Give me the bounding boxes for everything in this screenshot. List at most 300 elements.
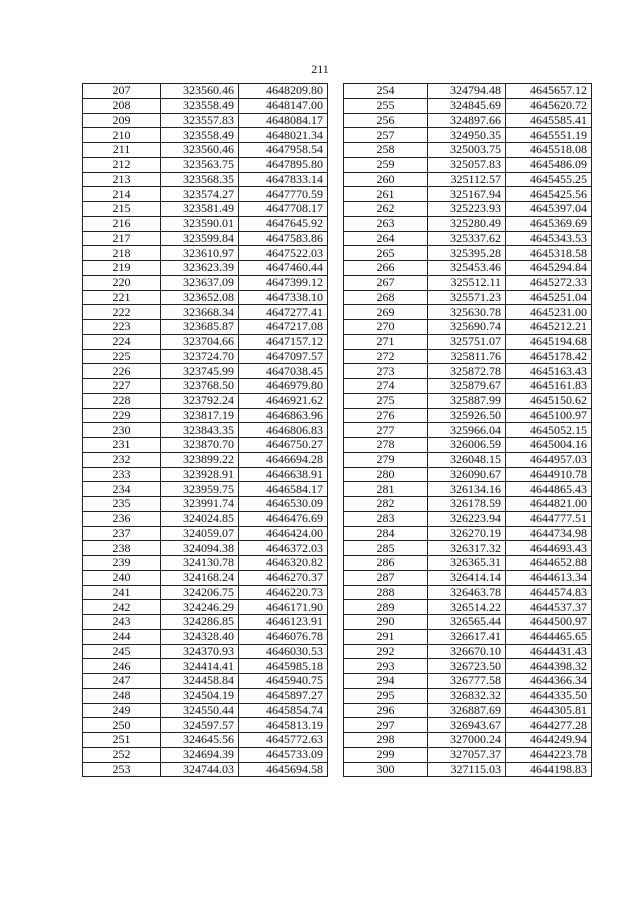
- table-row: [344, 349, 592, 364]
- point-number-cell: 286: [344, 556, 428, 571]
- table-row: [83, 408, 328, 423]
- point-number-cell: 298: [344, 733, 428, 748]
- y-coordinate-cell: 4645397.04: [506, 202, 592, 217]
- x-coordinate-cell: 325223.93: [428, 202, 506, 217]
- x-coordinate-cell: 323685.87: [161, 320, 239, 335]
- point-number-cell: 228: [83, 393, 161, 408]
- y-coordinate-cell: 4647399.12: [239, 275, 328, 290]
- table-row: [344, 541, 592, 556]
- table-row: [83, 438, 328, 453]
- x-coordinate-cell: 326723.50: [428, 659, 506, 674]
- coordinates-table-body: [344, 84, 592, 777]
- table-row: [83, 172, 328, 187]
- x-coordinate-cell: 325167.94: [428, 187, 506, 202]
- table-row: [83, 246, 328, 261]
- table-row: [83, 231, 328, 246]
- x-coordinate-cell: 325280.49: [428, 216, 506, 231]
- x-coordinate-cell: 326565.44: [428, 615, 506, 630]
- point-number-cell: 275: [344, 393, 428, 408]
- point-number-cell: 263: [344, 216, 428, 231]
- y-coordinate-cell: 4645318.58: [506, 246, 592, 261]
- y-coordinate-cell: 4646424.00: [239, 526, 328, 541]
- x-coordinate-cell: 325887.99: [428, 393, 506, 408]
- table-row: [83, 113, 328, 128]
- y-coordinate-cell: 4647460.44: [239, 261, 328, 276]
- y-coordinate-cell: 4646863.96: [239, 408, 328, 423]
- table-row: [344, 290, 592, 305]
- y-coordinate-cell: 4645940.75: [239, 674, 328, 689]
- table-row: [344, 187, 592, 202]
- point-number-cell: 271: [344, 334, 428, 349]
- x-coordinate-cell: 325751.07: [428, 334, 506, 349]
- y-coordinate-cell: 4645486.09: [506, 157, 592, 172]
- table-row: [344, 703, 592, 718]
- x-coordinate-cell: 326414.14: [428, 570, 506, 585]
- x-coordinate-cell: 323581.49: [161, 202, 239, 217]
- x-coordinate-cell: 325571.23: [428, 290, 506, 305]
- y-coordinate-cell: 4644223.78: [506, 747, 592, 762]
- point-number-cell: 290: [344, 615, 428, 630]
- table-row: [83, 143, 328, 158]
- point-number-cell: 244: [83, 629, 161, 644]
- x-coordinate-cell: 325453.46: [428, 261, 506, 276]
- table-row: [83, 733, 328, 748]
- point-number-cell: 260: [344, 172, 428, 187]
- table-row: [83, 718, 328, 733]
- point-number-cell: 265: [344, 246, 428, 261]
- x-coordinate-cell: 326670.10: [428, 644, 506, 659]
- y-coordinate-cell: 4648209.80: [239, 84, 328, 99]
- table-row: [344, 526, 592, 541]
- table-row: [344, 452, 592, 467]
- x-coordinate-cell: 326317.32: [428, 541, 506, 556]
- y-coordinate-cell: 4647277.41: [239, 305, 328, 320]
- table-row: [344, 615, 592, 630]
- table-row: [344, 423, 592, 438]
- y-coordinate-cell: 4645854.74: [239, 703, 328, 718]
- table-row: [83, 674, 328, 689]
- coordinates-table-left: [82, 83, 328, 777]
- y-coordinate-cell: 4645100.97: [506, 408, 592, 423]
- table-row: [83, 128, 328, 143]
- x-coordinate-cell: 324206.75: [161, 585, 239, 600]
- point-number-cell: 262: [344, 202, 428, 217]
- x-coordinate-cell: 324414.41: [161, 659, 239, 674]
- x-coordinate-cell: 326134.16: [428, 482, 506, 497]
- table-row: [344, 644, 592, 659]
- y-coordinate-cell: 4644821.00: [506, 497, 592, 512]
- x-coordinate-cell: 326090.67: [428, 467, 506, 482]
- point-number-cell: 240: [83, 570, 161, 585]
- point-number-cell: 225: [83, 349, 161, 364]
- y-coordinate-cell: 4645178.42: [506, 349, 592, 364]
- point-number-cell: 277: [344, 423, 428, 438]
- point-number-cell: 276: [344, 408, 428, 423]
- point-number-cell: 238: [83, 541, 161, 556]
- table-row: [344, 467, 592, 482]
- x-coordinate-cell: 325811.76: [428, 349, 506, 364]
- table-row: [83, 688, 328, 703]
- table-row: [83, 556, 328, 571]
- point-number-cell: 299: [344, 747, 428, 762]
- x-coordinate-cell: 324370.93: [161, 644, 239, 659]
- table-row: [344, 84, 592, 99]
- y-coordinate-cell: 4644777.51: [506, 511, 592, 526]
- table-row: [83, 467, 328, 482]
- point-number-cell: 257: [344, 128, 428, 143]
- table-row: [344, 674, 592, 689]
- point-number-cell: 250: [83, 718, 161, 733]
- point-number-cell: 239: [83, 556, 161, 571]
- x-coordinate-cell: 326270.19: [428, 526, 506, 541]
- x-coordinate-cell: 323610.97: [161, 246, 239, 261]
- table-row: [344, 275, 592, 290]
- x-coordinate-cell: 324246.29: [161, 600, 239, 615]
- table-row: [83, 157, 328, 172]
- table-row: [344, 482, 592, 497]
- table-row: [344, 379, 592, 394]
- point-number-cell: 232: [83, 452, 161, 467]
- table-row: [83, 423, 328, 438]
- point-number-cell: 247: [83, 674, 161, 689]
- x-coordinate-cell: 323928.91: [161, 467, 239, 482]
- table-row: [83, 334, 328, 349]
- x-coordinate-cell: 323568.35: [161, 172, 239, 187]
- table-row: [83, 585, 328, 600]
- table-row: [344, 128, 592, 143]
- x-coordinate-cell: 324168.24: [161, 570, 239, 585]
- point-number-cell: 283: [344, 511, 428, 526]
- point-number-cell: 272: [344, 349, 428, 364]
- x-coordinate-cell: 327057.37: [428, 747, 506, 762]
- y-coordinate-cell: 4645194.68: [506, 334, 592, 349]
- table-row: [344, 600, 592, 615]
- point-number-cell: 229: [83, 408, 161, 423]
- point-number-cell: 242: [83, 600, 161, 615]
- point-number-cell: 281: [344, 482, 428, 497]
- point-number-cell: 284: [344, 526, 428, 541]
- table-row: [344, 497, 592, 512]
- x-coordinate-cell: 323792.24: [161, 393, 239, 408]
- x-coordinate-cell: 325690.74: [428, 320, 506, 335]
- y-coordinate-cell: 4646530.09: [239, 497, 328, 512]
- x-coordinate-cell: 324130.78: [161, 556, 239, 571]
- x-coordinate-cell: 324094.38: [161, 541, 239, 556]
- y-coordinate-cell: 4646171.90: [239, 600, 328, 615]
- table-row: [83, 349, 328, 364]
- table-row: [344, 98, 592, 113]
- point-number-cell: 209: [83, 113, 161, 128]
- x-coordinate-cell: 323560.46: [161, 84, 239, 99]
- y-coordinate-cell: 4644305.81: [506, 703, 592, 718]
- y-coordinate-cell: 4647833.14: [239, 172, 328, 187]
- point-number-cell: 268: [344, 290, 428, 305]
- table-row: [344, 231, 592, 246]
- x-coordinate-cell: 325926.50: [428, 408, 506, 423]
- table-row: [344, 659, 592, 674]
- y-coordinate-cell: 4645694.58: [239, 762, 328, 777]
- y-coordinate-cell: 4645620.72: [506, 98, 592, 113]
- x-coordinate-cell: 323959.75: [161, 482, 239, 497]
- table-row: [83, 305, 328, 320]
- x-coordinate-cell: 324458.84: [161, 674, 239, 689]
- table-row: [344, 305, 592, 320]
- table-row: [83, 452, 328, 467]
- table-row: [344, 334, 592, 349]
- table-row: [83, 747, 328, 762]
- y-coordinate-cell: 4644431.43: [506, 644, 592, 659]
- y-coordinate-cell: 4645343.53: [506, 231, 592, 246]
- table-row: [344, 393, 592, 408]
- table-row: [344, 113, 592, 128]
- x-coordinate-cell: 323704.66: [161, 334, 239, 349]
- table-row: [344, 688, 592, 703]
- y-coordinate-cell: 4645455.25: [506, 172, 592, 187]
- x-coordinate-cell: 327115.03: [428, 762, 506, 777]
- point-number-cell: 235: [83, 497, 161, 512]
- point-number-cell: 274: [344, 379, 428, 394]
- y-coordinate-cell: 4646220.73: [239, 585, 328, 600]
- point-number-cell: 214: [83, 187, 161, 202]
- point-number-cell: 253: [83, 762, 161, 777]
- point-number-cell: 207: [83, 84, 161, 99]
- x-coordinate-cell: 323652.08: [161, 290, 239, 305]
- y-coordinate-cell: 4648084.17: [239, 113, 328, 128]
- y-coordinate-cell: 4645212.21: [506, 320, 592, 335]
- y-coordinate-cell: 4646372.03: [239, 541, 328, 556]
- table-row: [344, 172, 592, 187]
- y-coordinate-cell: 4644693.43: [506, 541, 592, 556]
- point-number-cell: 256: [344, 113, 428, 128]
- point-number-cell: 246: [83, 659, 161, 674]
- point-number-cell: 212: [83, 157, 161, 172]
- table-row: [83, 290, 328, 305]
- point-number-cell: 266: [344, 261, 428, 276]
- y-coordinate-cell: 4645897.27: [239, 688, 328, 703]
- x-coordinate-cell: 323899.22: [161, 452, 239, 467]
- y-coordinate-cell: 4645657.12: [506, 84, 592, 99]
- x-coordinate-cell: 326514.22: [428, 600, 506, 615]
- x-coordinate-cell: 326223.94: [428, 511, 506, 526]
- table-row: [83, 482, 328, 497]
- x-coordinate-cell: 324024.85: [161, 511, 239, 526]
- point-number-cell: 259: [344, 157, 428, 172]
- point-number-cell: 208: [83, 98, 161, 113]
- x-coordinate-cell: 324286.85: [161, 615, 239, 630]
- table-row: [344, 202, 592, 217]
- x-coordinate-cell: 323637.09: [161, 275, 239, 290]
- table-row: [83, 615, 328, 630]
- y-coordinate-cell: 4647157.12: [239, 334, 328, 349]
- y-coordinate-cell: 4645551.19: [506, 128, 592, 143]
- y-coordinate-cell: 4645163.43: [506, 364, 592, 379]
- point-number-cell: 282: [344, 497, 428, 512]
- point-number-cell: 233: [83, 467, 161, 482]
- x-coordinate-cell: 325879.67: [428, 379, 506, 394]
- point-number-cell: 222: [83, 305, 161, 320]
- point-number-cell: 219: [83, 261, 161, 276]
- point-number-cell: 295: [344, 688, 428, 703]
- point-number-cell: 279: [344, 452, 428, 467]
- table-row: [83, 275, 328, 290]
- x-coordinate-cell: 326463.78: [428, 585, 506, 600]
- y-coordinate-cell: 4645272.33: [506, 275, 592, 290]
- x-coordinate-cell: 323668.34: [161, 305, 239, 320]
- y-coordinate-cell: 4647338.10: [239, 290, 328, 305]
- table-row: [83, 379, 328, 394]
- x-coordinate-cell: 326617.41: [428, 629, 506, 644]
- x-coordinate-cell: 326887.69: [428, 703, 506, 718]
- y-coordinate-cell: 4646806.83: [239, 423, 328, 438]
- point-number-cell: 231: [83, 438, 161, 453]
- y-coordinate-cell: 4644613.34: [506, 570, 592, 585]
- y-coordinate-cell: 4646750.27: [239, 438, 328, 453]
- y-coordinate-cell: 4645294.84: [506, 261, 592, 276]
- y-coordinate-cell: 4647770.59: [239, 187, 328, 202]
- point-number-cell: 223: [83, 320, 161, 335]
- y-coordinate-cell: 4646638.91: [239, 467, 328, 482]
- y-coordinate-cell: 4645369.69: [506, 216, 592, 231]
- point-number-cell: 296: [344, 703, 428, 718]
- x-coordinate-cell: 324694.39: [161, 747, 239, 762]
- point-number-cell: 251: [83, 733, 161, 748]
- x-coordinate-cell: 327000.24: [428, 733, 506, 748]
- point-number-cell: 292: [344, 644, 428, 659]
- y-coordinate-cell: 4648021.34: [239, 128, 328, 143]
- point-number-cell: 289: [344, 600, 428, 615]
- x-coordinate-cell: 324328.40: [161, 629, 239, 644]
- coordinates-table-body: [83, 84, 328, 777]
- table-row: [344, 261, 592, 276]
- x-coordinate-cell: 324794.48: [428, 84, 506, 99]
- x-coordinate-cell: 323590.01: [161, 216, 239, 231]
- x-coordinate-cell: 323817.19: [161, 408, 239, 423]
- x-coordinate-cell: 326943.67: [428, 718, 506, 733]
- y-coordinate-cell: 4644537.37: [506, 600, 592, 615]
- point-number-cell: 264: [344, 231, 428, 246]
- x-coordinate-cell: 324059.07: [161, 526, 239, 541]
- y-coordinate-cell: 4644957.03: [506, 452, 592, 467]
- x-coordinate-cell: 323768.50: [161, 379, 239, 394]
- point-number-cell: 255: [344, 98, 428, 113]
- table-row: [344, 143, 592, 158]
- table-row: [83, 526, 328, 541]
- table-row: [344, 246, 592, 261]
- x-coordinate-cell: 324845.69: [428, 98, 506, 113]
- point-number-cell: 226: [83, 364, 161, 379]
- y-coordinate-cell: 4648147.00: [239, 98, 328, 113]
- y-coordinate-cell: 4645425.56: [506, 187, 592, 202]
- point-number-cell: 237: [83, 526, 161, 541]
- y-coordinate-cell: 4644277.28: [506, 718, 592, 733]
- x-coordinate-cell: 326178.59: [428, 497, 506, 512]
- x-coordinate-cell: 324645.56: [161, 733, 239, 748]
- point-number-cell: 213: [83, 172, 161, 187]
- table-row: [83, 320, 328, 335]
- table-row: [83, 364, 328, 379]
- y-coordinate-cell: 4646476.69: [239, 511, 328, 526]
- x-coordinate-cell: 325630.78: [428, 305, 506, 320]
- x-coordinate-cell: 325337.62: [428, 231, 506, 246]
- point-number-cell: 243: [83, 615, 161, 630]
- point-number-cell: 230: [83, 423, 161, 438]
- point-number-cell: 236: [83, 511, 161, 526]
- y-coordinate-cell: 4647217.08: [239, 320, 328, 335]
- x-coordinate-cell: 325003.75: [428, 143, 506, 158]
- table-row: [344, 556, 592, 571]
- table-row: [83, 570, 328, 585]
- y-coordinate-cell: 4645231.00: [506, 305, 592, 320]
- x-coordinate-cell: 323843.35: [161, 423, 239, 438]
- y-coordinate-cell: 4646921.62: [239, 393, 328, 408]
- point-number-cell: 269: [344, 305, 428, 320]
- point-number-cell: 249: [83, 703, 161, 718]
- x-coordinate-cell: 323563.75: [161, 157, 239, 172]
- table-row: [344, 216, 592, 231]
- table-row: [344, 570, 592, 585]
- point-number-cell: 252: [83, 747, 161, 762]
- y-coordinate-cell: 4644652.88: [506, 556, 592, 571]
- y-coordinate-cell: 4644734.98: [506, 526, 592, 541]
- x-coordinate-cell: 323724.70: [161, 349, 239, 364]
- table-row: [83, 98, 328, 113]
- y-coordinate-cell: 4644465.65: [506, 629, 592, 644]
- y-coordinate-cell: 4647708.17: [239, 202, 328, 217]
- x-coordinate-cell: 324950.35: [428, 128, 506, 143]
- y-coordinate-cell: 4645161.83: [506, 379, 592, 394]
- table-row: [83, 659, 328, 674]
- point-number-cell: 291: [344, 629, 428, 644]
- point-number-cell: 267: [344, 275, 428, 290]
- x-coordinate-cell: 324504.19: [161, 688, 239, 703]
- table-row: [83, 187, 328, 202]
- page-number: 211: [311, 62, 329, 76]
- x-coordinate-cell: 323870.70: [161, 438, 239, 453]
- y-coordinate-cell: 4647097.57: [239, 349, 328, 364]
- table-row: [83, 393, 328, 408]
- point-number-cell: 254: [344, 84, 428, 99]
- x-coordinate-cell: 324550.44: [161, 703, 239, 718]
- y-coordinate-cell: 4645052.15: [506, 423, 592, 438]
- point-number-cell: 234: [83, 482, 161, 497]
- x-coordinate-cell: 323623.39: [161, 261, 239, 276]
- y-coordinate-cell: 4646320.82: [239, 556, 328, 571]
- y-coordinate-cell: 4647645.92: [239, 216, 328, 231]
- x-coordinate-cell: 326365.31: [428, 556, 506, 571]
- x-coordinate-cell: 326048.15: [428, 452, 506, 467]
- x-coordinate-cell: 323599.84: [161, 231, 239, 246]
- point-number-cell: 270: [344, 320, 428, 335]
- x-coordinate-cell: 325112.57: [428, 172, 506, 187]
- x-coordinate-cell: 325872.78: [428, 364, 506, 379]
- x-coordinate-cell: 326777.58: [428, 674, 506, 689]
- point-number-cell: 248: [83, 688, 161, 703]
- table-row: [344, 408, 592, 423]
- point-number-cell: 294: [344, 674, 428, 689]
- y-coordinate-cell: 4647583.86: [239, 231, 328, 246]
- point-number-cell: 211: [83, 143, 161, 158]
- point-number-cell: 215: [83, 202, 161, 217]
- table-row: [344, 585, 592, 600]
- y-coordinate-cell: 4645733.09: [239, 747, 328, 762]
- x-coordinate-cell: 324597.57: [161, 718, 239, 733]
- point-number-cell: 287: [344, 570, 428, 585]
- y-coordinate-cell: 4644249.94: [506, 733, 592, 748]
- y-coordinate-cell: 4645585.41: [506, 113, 592, 128]
- y-coordinate-cell: 4647038.45: [239, 364, 328, 379]
- y-coordinate-cell: 4645985.18: [239, 659, 328, 674]
- x-coordinate-cell: 323558.49: [161, 128, 239, 143]
